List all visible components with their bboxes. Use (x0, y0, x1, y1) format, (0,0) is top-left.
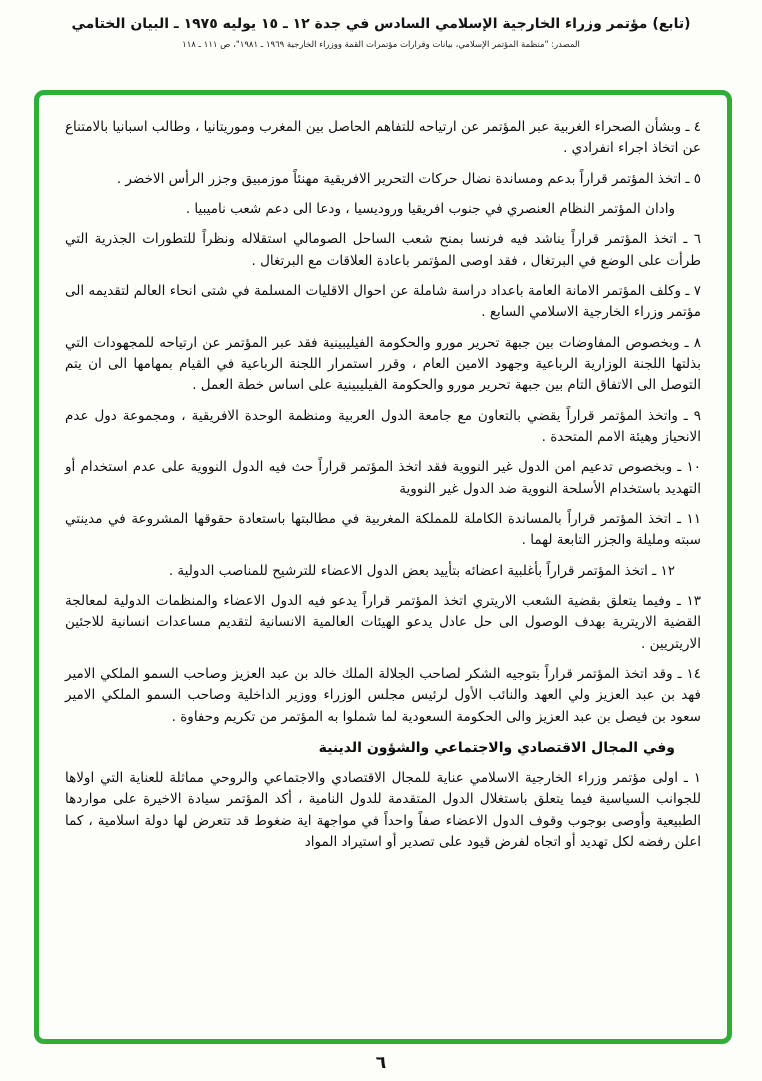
paragraph-10: ١٠ ـ وبخصوص تدعيم امن الدول غير النووية فقد اتخذ المؤتمر قراراً حث فيه الدول النووية على عدم استخدام أو التهديد باستخدام الأسلحة النووية ضد الدول غير النووية (65, 459, 701, 497)
page-number: ٦ (375, 1053, 387, 1073)
paragraph-5-continuation: وادان المؤتمر النظام العنصري في جنوب افريقيا وروديسيا ، ودعا الى دعم شعب ناميبيا . (185, 200, 675, 217)
content-border-box (34, 90, 732, 1044)
paragraph-14: ١٤ ـ وقد اتخذ المؤتمر قراراً بتوجيه الشكر لصاحب الجلالة الملك خالد بن عبد العزيز وصاحب السمو الملكي الامير فهد بن عبد العزيز ولي العهد والنائب الأول لرئيس مجلس الوزراء ووزير الداخلية وصاحب السمو الملكي الامير سعود بن فيصل بن عبد العزيز والى الحكومة السعودية لما شملوا به المؤتمر من تكريم وحفاوة . (65, 665, 701, 725)
paragraph-4: ٤ ـ وبشأن الصحراء الغربية عبر المؤتمر عن ارتياحه للتفاهم الحاصل بين المغرب وموريتانيا ، وطالب اسبانيا بالامتناع عن اتخاذ اجراء انفرادي . (65, 119, 701, 157)
paragraph-7: ٧ ـ وكلف المؤتمر الامانة العامة باعداد دراسة شاملة عن احوال الاقليات المسلمة في شتى انحاء العالم لتقديمه الى مؤتمر وزراء الخارجية الاسلامي السابع . (65, 282, 701, 321)
paragraph-11: ١١ ـ اتخذ المؤتمر قراراً بالمساندة الكاملة للمملكة المغربية في مطالبتها باستعادة حقوقها المشروعة في مدينتي سبته ومليلة والجزر التابعة لهما . (65, 510, 701, 549)
paragraph-9: ٩ ـ واتخذ المؤتمر قراراً يقضي بالتعاون مع جامعة الدول العربية ومنظمة الوحدة الافريقية ، ومجموعة دول عدم الانحياز وهيئة الامم المتحدة . (65, 407, 701, 445)
document-source-line: المصدر: "منظمة المؤتمر الإسلامي، بيانات وقرارات مؤتمرات القمة ووزراء الخارجية ١٩٦٩ ـ ١٩٨١"، ص ١١١ ـ ١١٨ (182, 40, 580, 50)
document-header (0, 0, 762, 50)
paragraph-econ-1: ١ ـ اولى مؤتمر وزراء الخارجية الاسلامي عناية للمجال الاقتصادي والاجتماعي والروحي مماثلة للعناية التي اولاها للجوانب السياسية فيما يتعلق باستغلال الدول المتقدمة للدول النامية ، أكد المؤتمر سيادة الاخيرة على مواردها الطبيعية وأوصى بوجوب وقوف الدول الاعضاء صفاً واحداً في مواجهة اية ضغوط قد تتعرض لها دولة اسلامية ، كما اعلن رفضه لكل تهديد أو اتجاه لفرض قيود على تصدير أو استيراد المواد (65, 769, 701, 850)
section-heading-economic: وفي المجال الاقتصادي والاجتماعي والشؤون الدينية (318, 739, 675, 756)
paragraph-6: ٦ ـ اتخذ المؤتمر قراراً يناشد فيه فرنسا بمنح شعب الساحل الصومالي استقلاله ونظراً للتطورات الجذرية التي طرأت على الوضع في البرتغال ، فقد اوصى المؤتمر باعادة العلاقات مع البرتغال . (65, 231, 701, 269)
paragraph-13: ١٣ ـ وفيما يتعلق بقضية الشعب الاريتري اتخذ المؤتمر قراراً يدعو فيه الدول الاعضاء والمنظمات الدولية لمعالجة القضية الاريترية بهدف الوصول الى حل عادل يدعو الهيئات العالمية الانسانية لتقديم مساعدات انسانية للاجئين الاريتريين . (65, 592, 701, 652)
document-title: (تابع) مؤتمر وزراء الخارجية الإسلامي السادس في جدة ١٢ ـ ١٥ يوليه ١٩٧٥ ـ البيان الختامي (71, 16, 691, 32)
paragraph-12: ١٢ ـ اتخذ المؤتمر قراراً بأغلبية اعضائه بتأييد بعض الدول الاعضاء للترشيح للمناصب الدولية . (168, 562, 675, 579)
paragraph-8: ٨ ـ وبخصوص المفاوضات بين جبهة تحرير مورو والحكومة الفيليبينية فقد عبر المؤتمر عن ارتياحه للمجهودات التي بذلتها اللجنة الوزارية الرباعية وجهود الامين العام ، وقرر استمرار اللجنة الرباعية في القيام بمهامها الى ان يتم التوصل الى الاتفاق التام بين جبهة تحرير مورو والحكومة الفيليبينية على اساس خطة العمل . (65, 334, 701, 394)
paragraph-5: ٥ ـ اتخذ المؤتمر قراراً بدعم ومساندة نضال حركات التحرير الافريقية مهنئاً موزمبيق وجزر الرأس الاخضر . (116, 170, 701, 187)
